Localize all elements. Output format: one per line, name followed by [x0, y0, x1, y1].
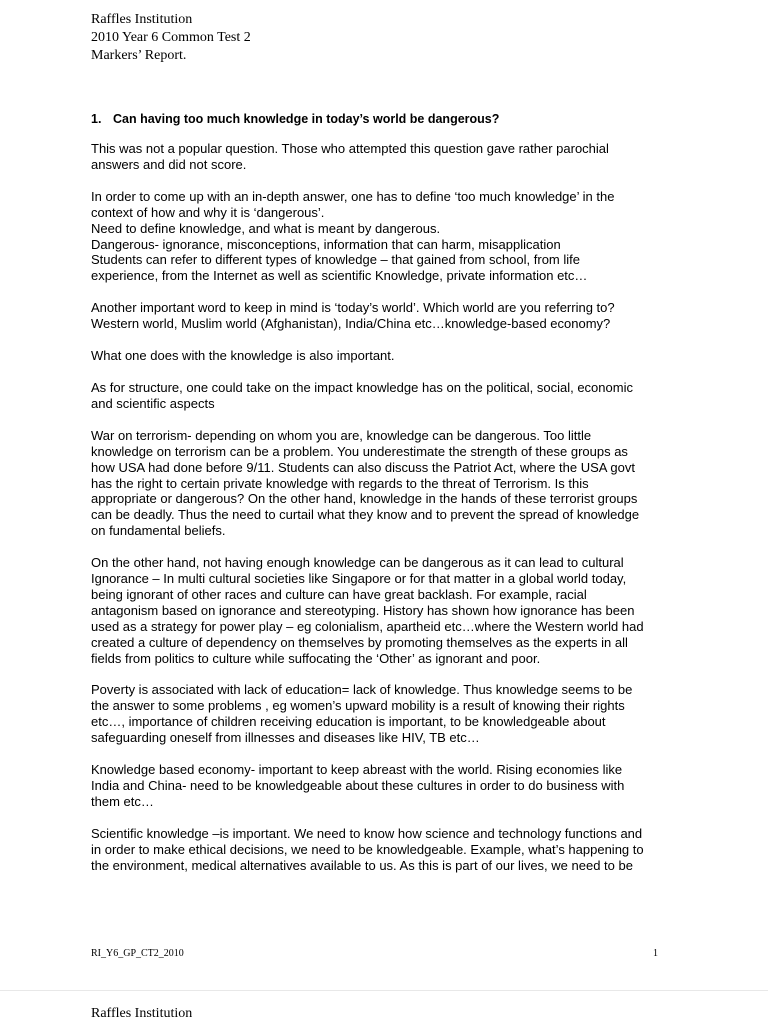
paragraph-line: context of how and why it is ‘dangerous’.: [91, 204, 325, 220]
page-number: 1: [653, 948, 658, 959]
paragraph-line: experience, from the Internet as well as scientific Knowledge, private information etc…: [91, 268, 588, 284]
paragraph-line: them etc…: [91, 793, 154, 809]
paragraph-line: Ignorance – In multi cultural societies like Singapore or for that matter in a global world today,: [91, 571, 627, 587]
paragraph-line: used as a strategy for power play – eg colonialism, apartheid etc…where the Western world had: [91, 618, 644, 634]
paragraph: [91, 189, 687, 284]
question-heading: [91, 111, 691, 127]
paragraph-line: Need to define knowledge, and what is meant by dangerous.: [91, 220, 441, 236]
page-break-divider: [0, 990, 768, 991]
paragraph-line: answers and did not score.: [91, 156, 247, 172]
paragraph-line: created a culture of dependency on themselves by promoting themselves as the experts in all: [91, 634, 628, 650]
paragraph-line: on fundamental beliefs.: [91, 523, 226, 539]
paragraph: [91, 762, 687, 810]
paragraph-line: Western world, Muslim world (Afghanistan), India/China etc…knowledge-based economy?: [91, 316, 611, 332]
paragraph-line: Knowledge based economy- important to keep abreast with the world. Rising economies like: [91, 762, 623, 778]
paragraph-line: Another important word to keep in mind is ‘today’s world’. Which world are you referring to?: [91, 300, 615, 316]
paragraph: [91, 428, 687, 539]
paragraph-line: safeguarding oneself from illnesses and diseases like HIV, TB etc…: [91, 730, 480, 746]
institution-name: Raffles Institution: [91, 12, 193, 27]
paragraph: [91, 300, 687, 332]
paragraph: [91, 682, 687, 746]
paragraph-line: has the right to certain private knowledge with regards to the threat of Terrorism. Is this: [91, 475, 589, 491]
paragraph-line: and scientific aspects: [91, 395, 215, 411]
paragraph-line: knowledge on terrorism can be a problem. You underestimate the strength of these groups as: [91, 443, 628, 459]
paragraph-line: the answer to some problems , eg women’s upward mobility is a result of knowing their rights: [91, 698, 625, 714]
paragraph-line: appropriate or dangerous? On the other hand, knowledge in the hands of these terrorist groups: [91, 491, 638, 507]
report-title: Markers’ Report.: [91, 48, 187, 63]
test-title: 2010 Year 6 Common Test 2: [91, 30, 251, 45]
paragraph-line: On the other hand, not having enough knowledge can be dangerous as it can lead to cultural: [91, 555, 624, 571]
question-number: 1.: [91, 112, 102, 126]
paragraph-line: the environment, medical alternatives available to us. As this is part of our lives, we need to be: [91, 857, 633, 873]
document-header: [91, 11, 251, 65]
paragraph-line: India and China- need to be knowledgeable about these cultures in order to do business with: [91, 778, 625, 793]
question-text: Can having too much knowledge in today’s world be dangerous?: [113, 112, 500, 126]
report-body: [91, 141, 687, 890]
paragraph-line: antagonism based on ignorance and stereotyping. History has shown how ignorance has been: [91, 602, 635, 618]
paragraph-line: Students can refer to different types of knowledge – that gained from school, from life: [91, 252, 580, 268]
paragraph-line: being ignorant of other races and culture can have great backlash. For example, racial: [91, 586, 587, 602]
paragraph-line: Scientific knowledge –is important. We need to know how science and technology functions and: [91, 825, 643, 841]
next-page-institution: Raffles Institution: [91, 1006, 193, 1021]
paragraph-line: This was not a popular question. Those who attempted this question gave rather parochial: [91, 141, 609, 156]
paragraph-line: In order to come up with an in-depth answer, one has to define ‘too much knowledge’ in the: [91, 188, 615, 204]
paragraph: [91, 348, 687, 364]
paragraph-line: how USA had done before 9/11. Students can also discuss the Patriot Act, where the USA govt: [91, 459, 635, 475]
paragraph: [91, 380, 687, 412]
paragraph-line: can be deadly. Thus the need to curtail what they know and to prevent the spread of knowledge: [91, 507, 640, 523]
paragraph-line: What one does with the knowledge is also important.: [91, 348, 395, 364]
paragraph-line: Poverty is associated with lack of education= lack of knowledge. Thus knowledge seems to be: [91, 682, 633, 698]
paragraph-line: As for structure, one could take on the impact knowledge has on the political, social, economic: [91, 379, 633, 395]
paragraph: [91, 555, 687, 666]
paragraph-line: fields from politics to culture while suffocating the ‘Other’ as ignorant and poor.: [91, 650, 541, 666]
paragraph: [91, 141, 687, 173]
paragraph-line: Dangerous- ignorance, misconceptions, information that can harm, misapplication: [91, 236, 561, 252]
paragraph-line: etc…, importance of children receiving education is important, to be knowledgeable about: [91, 714, 606, 730]
paragraph: [91, 826, 687, 874]
footer-code: RI_Y6_GP_CT2_2010: [91, 948, 184, 959]
paragraph-line: in order to make ethical decisions, we need to be knowledgeable. Example, what’s happening to: [91, 841, 644, 857]
paragraph-line: War on terrorism- depending on whom you are, knowledge can be dangerous. Too little: [91, 427, 592, 443]
